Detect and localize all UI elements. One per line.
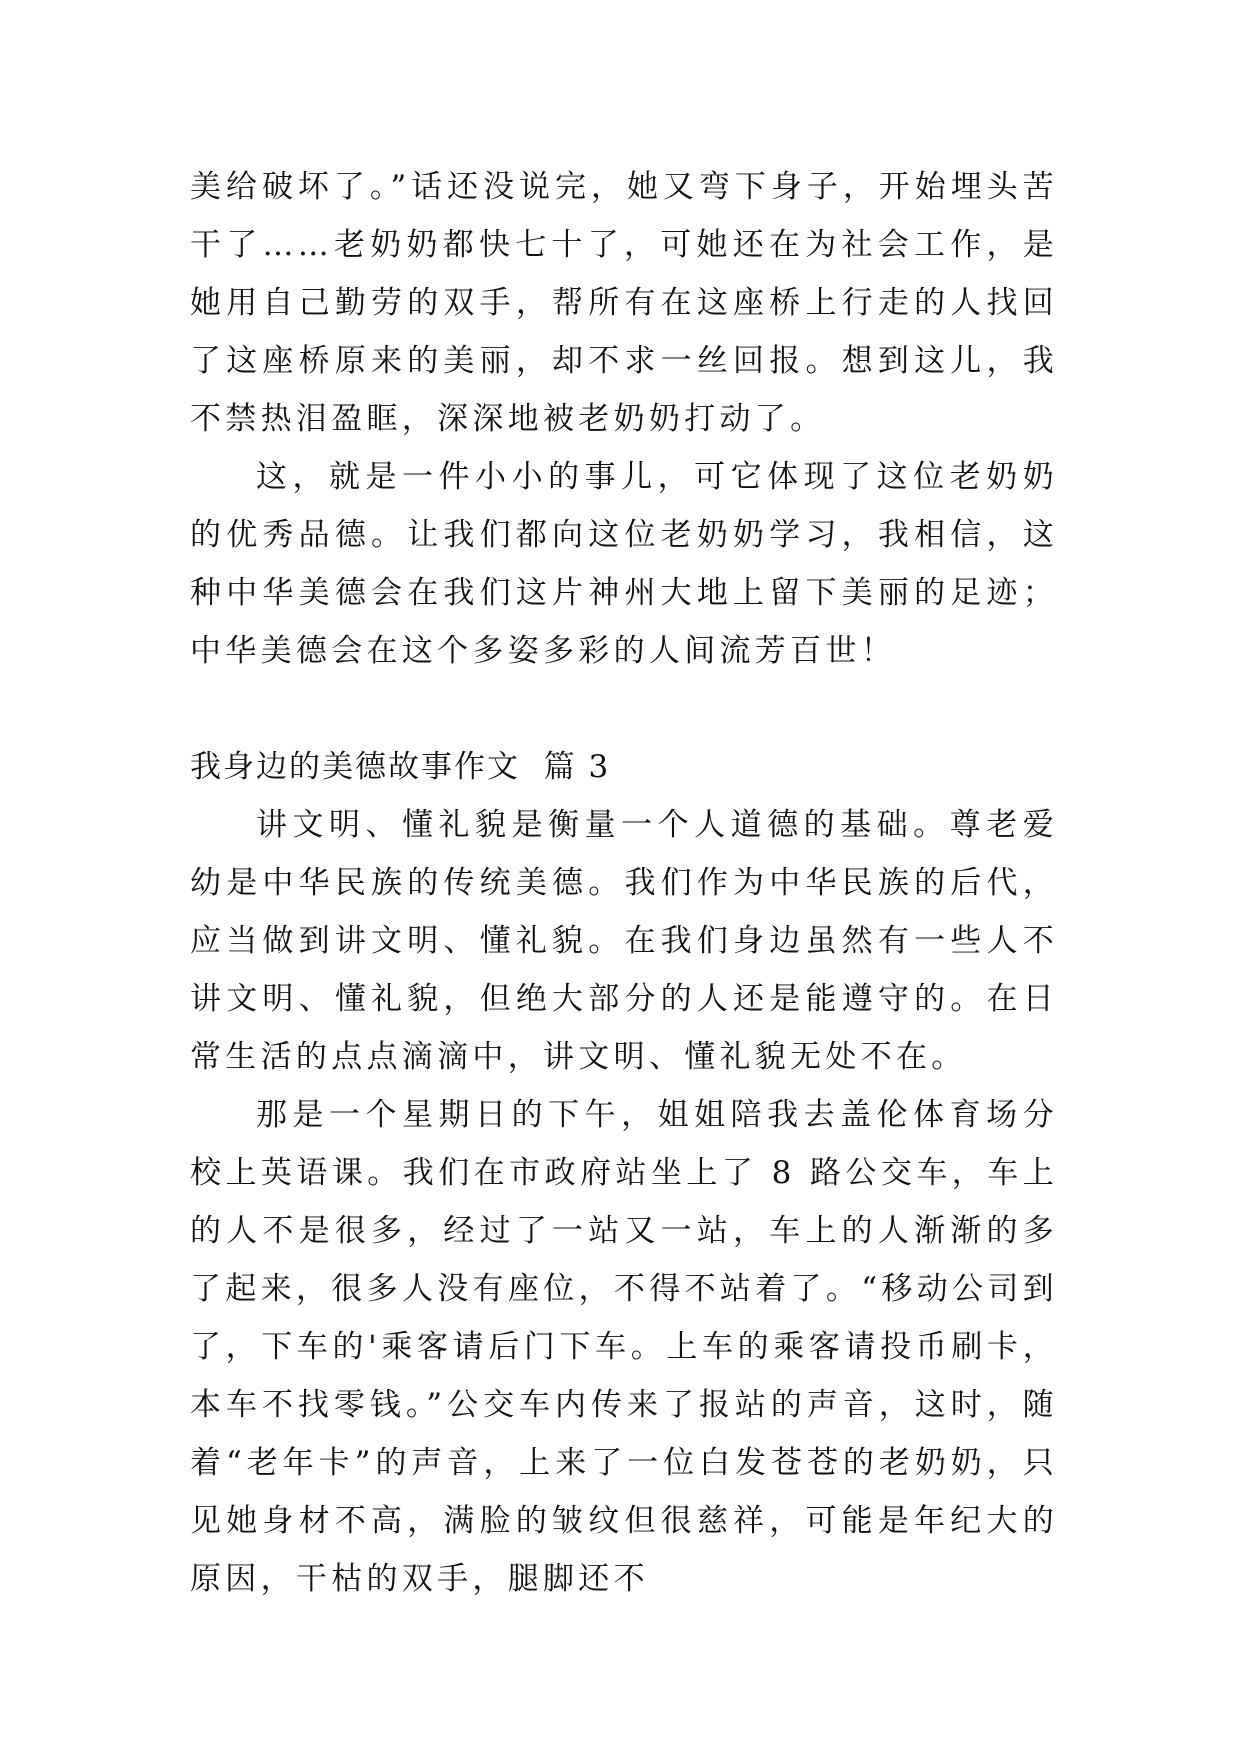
paragraph-continuation: 美给破坏了。”话还没说完，她又弯下身子，开始埋头苦干了……老奶奶都快七十了，可她还在为社会工作，是她用自己勤劳的双手，帮所有在这座桥上行走的人找回了这座桥原来的美丽，却不求一丝回报。想到这儿，我不禁热泪盈眶，深深地被老奶奶打动了。 (190, 169, 1058, 437)
document-body (190, 158, 1058, 1608)
section-spacer (190, 680, 1058, 738)
paragraph-intro: 讲文明、懂礼貌是衡量一个人道德的基础。尊老爱幼是中华民族的传统美德。我们作为中华民族的后代，应当做到讲文明、懂礼貌。在我们身边虽然有一些人不讲文明、懂礼貌，但绝大部分的人还是能遵守的。在日常生活的点点滴滴中，讲文明、懂礼貌无处不在。 (190, 807, 1058, 1075)
section-heading: 我身边的美德故事作文 篇 3 (190, 749, 611, 785)
paragraph-conclusion: 这，就是一件小小的事儿，可它体现了这位老奶奶的优秀品德。让我们都向这位老奶奶学习，我相信，这种中华美德会在我们这片神州大地上留下美丽的足迹；中华美德会在这个多姿多彩的人间流芳百世！ (190, 459, 1058, 669)
paragraph-story: 那是一个星期日的下午，姐姐陪我去盖伦体育场分校上英语课。我们在市政府站坐上了 8 路公交车，车上的人不是很多，经过了一站又一站，车上的人渐渐的多了起来，很多人没有座位，不得不站着了。“移动公司到了，下车的'乘客请后门下车。上车的乘客请投币刷卡，本车不找零钱。”公交车内传来了报站的声音，这时，随着“老年卡”的声音，上来了一位白发苍苍的老奶奶，只见她身材不高，满脸的皱纹但很慈祥，可能是年纪大的原因，干枯的双手，腿脚还不 (190, 1097, 1058, 1597)
